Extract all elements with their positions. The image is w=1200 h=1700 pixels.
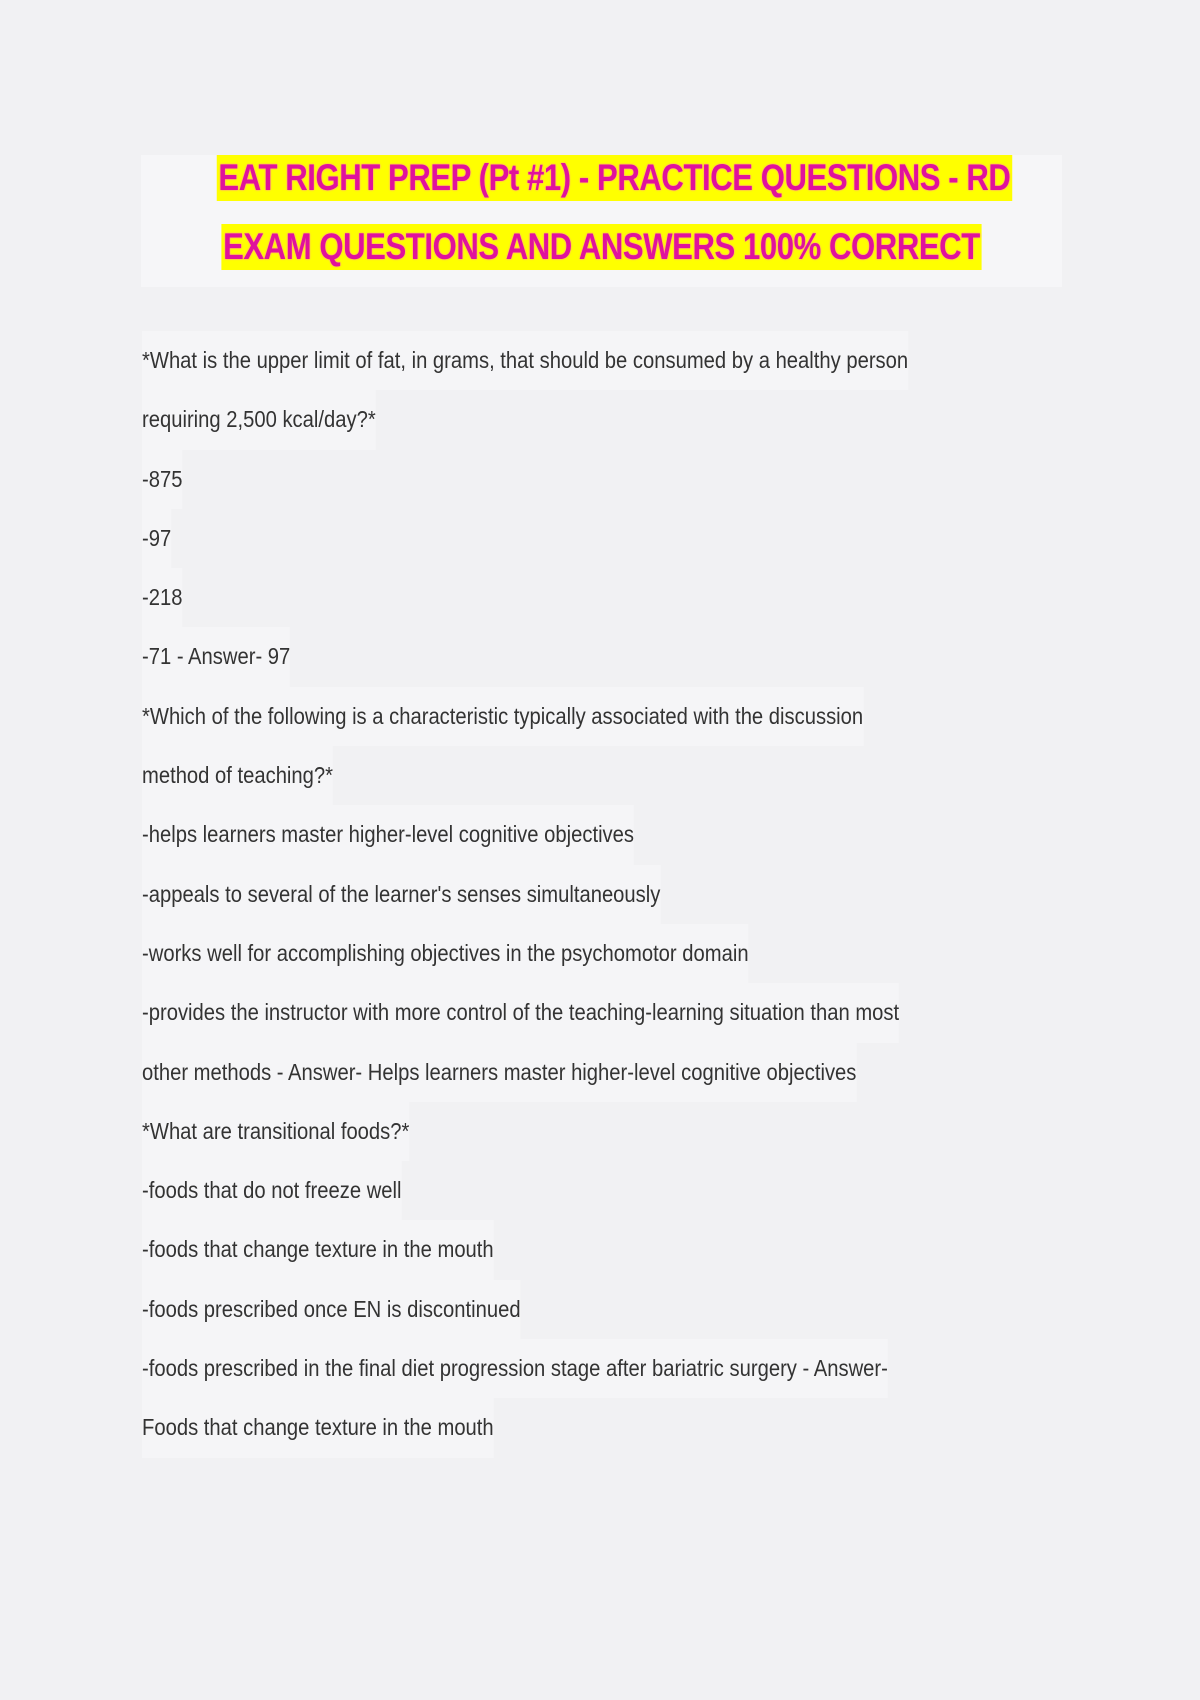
option: -works well for accomplishing objectives in the psychomotor domain: [142, 924, 1033, 983]
question-2-line: *Which of the following is a characteristic typically associated with the discussion: [142, 687, 1033, 746]
document-body: [142, 331, 1033, 1458]
document-title: [141, 155, 1062, 287]
option-with-answer: -71 - Answer- 97: [142, 627, 1033, 686]
option: -foods that change texture in the mouth: [142, 1220, 1033, 1279]
option: -foods prescribed in the final diet progression stage after bariatric surgery - Answer-: [142, 1339, 1033, 1398]
option: -provides the instructor with more control of the teaching-learning situation than most: [142, 983, 1033, 1042]
question-3-line: *What are transitional foods?*: [142, 1102, 1033, 1161]
title-line-1: EAT RIGHT PREP (Pt #1) - PRACTICE QUESTIONS - RD: [141, 155, 1062, 201]
option: -helps learners master higher-level cognitive objectives: [142, 805, 1033, 864]
option: -appeals to several of the learner's senses simultaneously: [142, 865, 1033, 924]
option: -97: [142, 509, 1033, 568]
question-1-line: *What is the upper limit of fat, in grams, that should be consumed by a healthy person: [142, 331, 1033, 390]
option: -218: [142, 568, 1033, 627]
question-2-line: method of teaching?*: [142, 746, 1033, 805]
option: -foods prescribed once EN is discontinued: [142, 1280, 1033, 1339]
question-1-line: requiring 2,500 kcal/day?*: [142, 390, 1033, 449]
answer: Foods that change texture in the mouth: [142, 1398, 1033, 1457]
option-with-answer: other methods - Answer- Helps learners master higher-level cognitive objectives: [142, 1043, 1033, 1102]
option: -foods that do not freeze well: [142, 1161, 1033, 1220]
title-line-2: EXAM QUESTIONS AND ANSWERS 100% CORRECT: [141, 224, 1062, 270]
option: -875: [142, 450, 1033, 509]
